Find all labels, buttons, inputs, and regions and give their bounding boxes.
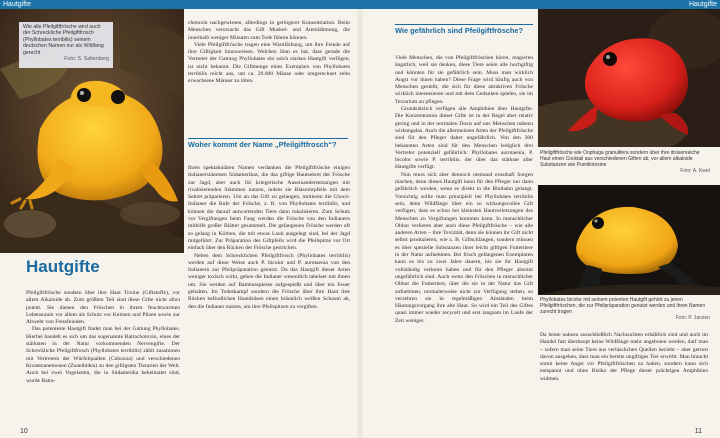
heading-rule [395, 24, 533, 25]
heading-how-dangerous: Wie gefährlich sind Pfeilgiftfrösche? [395, 26, 524, 35]
caption-golden-frog-credit: Foto: S. Saltenberg [64, 56, 109, 63]
paragraph: Nun muss sich aber dennoch niemand ernsthaft Sorgen machen, denn dieses Hautgift kann für den Pfleger nur dann gefährlich werden, wenn es direkt in die Blutbahn gelangt. Vorsichtig sollte man prinzipiell bei Phyllobates terribilis sein, denn Wildfänge über ein so wirkungsvolles Gift verfügen, dass es schon bei kleinsten Hautverletzungen des Menschen zu Vergiftungen kommen kann. In menschlicher Obhut verlieren aber auch diese Pfeilgiftfrösche – wie alle anderen Arten – ihre Toxizität, denn sie können ihr Gift nicht selbst produzieren, wie z. B. Giftschlangen, sondern müssen es über spezielle Substanzen ihrer leicht giftigen Futtertiere in der Natur aufnehmen. Bei frisch gefangenen Exemplaren kann es bis zu zwei Jahre dauern, bis sie ihr Hautgift vollständig verloren haben und für den Pfleger absolut ungefährlich sind. Auch wenn den Fröschen in menschlicher Obhut die Futtertiere, über die sie in der Natur das Gift aufnehmen, normalerweise nicht zur Verfügung stehen, so verzehren sie in regelmäßigen Abständen beim Häutungsvorgang ihre alte Haut. So wird ein Teil des Giftes quasi immer wieder recycelt und erst langsam im Laufe der Zeit weniger. [395, 171, 533, 324]
photo-bicolor-frog [538, 185, 720, 295]
caption-golden-frog-text: Wie alle Pfeilgiftfrösche wird auch der Schreckliche Pfeilgiftfrosch (Phyllobates terribilis) seinem deutschen Namen nur als Wildfang gerecht [23, 24, 104, 56]
paragraph: Pfeilgiftfrösche sondern über ihre Haut Toxine (Giftstoffe), vor allem Alkaloide ab. Zum größten Teil sind diese Gifte nicht allzu potent. Sie dienen den Fröschen in ihrem feuchtwarmen Lebensraum vor allem als Schutz vor Keimen und Pilzen sowie zur Abwehr von Fressfeinden. [26, 290, 180, 326]
heading-rule [188, 138, 348, 139]
chapter-title: Hautgifte [26, 257, 100, 276]
text-column-3 [395, 55, 533, 325]
caption-bicolor-frog-credit: Foto: P. Janzen [675, 315, 710, 322]
photo-red-frog [538, 9, 720, 147]
photo-golden-frog [0, 9, 184, 253]
red-frog-illustration [538, 9, 720, 147]
text-column-1 [26, 290, 180, 385]
header-bar-right [360, 0, 720, 9]
caption-red-frog [540, 150, 710, 174]
text-column-2-top [188, 20, 350, 86]
caption-bicolor-frog [540, 297, 710, 321]
caption-red-frog-credit: Foto: A. Kwet [680, 168, 710, 175]
paragraph: chotoxin nachgewiesen, allerdings in geringerer Konzentration. Beim Menschen verursacht das Gift Muskel- und Atemlähmung, die innerhalb weniger Minuten zum Tode führen können. [188, 20, 350, 41]
paragraph: Viele Pfeilgiftfrösche tragen eine Warnfärbung, um ihre Feinde auf ihre Giftigkeit hinzuweisen. Welchen Sinn es hat, dass gerade die Vertreter der Gattung Phyllobates ein solch starkes Hautgift verfügen, ist nicht bekannt. Die Giftmenge eines Exemplars von Phyllobates terribilis reicht aus, um ca. 20.000 Mäuse oder umgerechnet zehn erwachsene Männer zu töten. [188, 41, 350, 85]
text-column-4 [540, 332, 708, 383]
paragraph: Viele Menschen, die von Pfeilgiftfröschen hören, reagieren ängstlich, weil sie denken, diese Tiere seien alle hochgiftig und könnten für sie gefährlich sein. Muss man wirklich Angst vor ihnen haben? Diese Frage wird häufig auch von Menschen gestellt, die sich für diese attraktiven Frösche wirklich interessieren und mit dem Gedanken spielen, sie im Terrarium zu pflegen. [395, 55, 533, 105]
paragraph: Da heute nahezu ausschließlich Nachzuchten erhältlich sind und auch im Handel fast überhaupt keine Wildfänge mehr angeboten werden, darf man – sofern man seine Tiere aus verlässlichen Quellen bezieht – aber getrost davon ausgehen, dass man ein bereits ungiftiges Tier erwirbt. Man braucht somit keine Angst vor Pfeilgiftfröschen zu haben, sondern kann sich entspannt und ohne Risiko der Pflege dieser prächtigen Amphibien widmen. [540, 332, 708, 382]
bicolor-frog-illustration [538, 185, 720, 295]
text-column-2-bottom [188, 165, 350, 311]
caption-golden-frog [19, 22, 113, 68]
running-head-left: Hautgifte [3, 1, 32, 8]
page-number-right: 11 [694, 428, 702, 435]
header-bar-left [0, 0, 360, 9]
running-head-right: Hautgifte [688, 1, 717, 8]
caption-red-frog-text: Pfeilgiftfrösche wie Oophaga granulifera sondern über ihre drüsenreiche Haut einen Cocktail aus verschiedenen Giften ab, vor allem alkaloide Substanzen wie Pumiliotoxine [540, 150, 700, 169]
caption-bicolor-frog-text: Phyllobates bicolor mit seinem potenten Hautgift gehört zu jenen Pfeilgiftfröschen, die zur Pfeilpräparation genutzt werden und ihren Namen zurecht tragen [540, 297, 706, 316]
paragraph: Neben dem Schrecklichen Pfeilgiftfrosch (Phyllobates terribilis) werden auf diese Weise auch P. bicolor und P. aurotaenia von den Indianern zur Pfeilpräparation genutzt. Da das Hautgift dieser Arten weniger toxisch wirkt, geben die Indianer wesentlich tabelaer mit ihnen um. Sie werden auf Bambusspiesse aufgespießt und über ein Feuer gehalten. Im Todeskampf sondern die Frösche über ihre Haut ihre Rücken befindlichen Hautdrüsen einen bräunlich weißen Schaum ab, den die Indianer nutzen, um ihre Pfeilspitzen zu vergiften. [188, 252, 350, 310]
page-gutter [358, 0, 362, 438]
paragraph: Grundsätzlich verfügen alle Amphibien über Hautgifte. Die Konzentration dieser Gifte ist in der Regel aber relativ gering und in der normalen Dosis auf uns Menschen nahezu wirkungslos. Auch die allermeisten Arten der Pfeilgiftfrösche sind für den Pfleger daher ungefährlich. Von den 300 bekannten Arten sind für den Menschen lediglich drei Vertreter potenziell gefährlich: Phyllobates aurotaenia, P. bicolor sowie P. terribilis, der über das stärkste aller Hautgifte verfügt. [395, 106, 533, 171]
heading-name-origin: Woher kommt der Name „Pfeilgiftfrosch“? [188, 140, 337, 149]
page-number-left: 10 [20, 428, 28, 435]
paragraph: Das potenteste Hautgift findet man bei der Gattung Phyllobates. Hierbei handelt es sich um das sogenannte Batrachotoxin, eines der stärksten in der Natur vorkommenden Nervengifte. Der Schreckliche Pfeilgiftfrosch (Phyllobates terribilis) zählt zusammen mit Vertretern der Würfelquallen (Cubozoa) und verschiedenen Krustenanemonen (Zoanthidea) zu den giftigsten Tierarten der Welt. Auch bei zwei Vogelarten, die in Südamerika beheimatet sind, wurde Batra- [26, 326, 180, 384]
paragraph: Ihren spektakulären Namen verdanken die Pfeilgiftfrösche einigen Indianerstämmen Südamerikas, die das giftige Hautsekret der Frösche zur Jagd, aber auch für kriegerische Auseinandersetzungen mit rivalisierenden Stämmen nutzen, indem sie Blasrohrpfeile mit dem Sekret präparieren. Um an das Gift zu gelangen, imitieren die Chocó-Indianer die Rufe der Frösche, z. B. von Phyllobates terribilis, und können die darauf antwortenden Tiere dann lokalisieren. Zum Schutz vor Vergiftungen beim Fang werden die Frösche von den Indianern mithilfe großer Blätter gesammelt. Die gefangenen Frösche werden oft so gelang in Körben, die mit etwas Laub ausgelegt sind, bei der Jagd mitgeführt. Zur Präparation des Giftpfeils wird die Pfeilspitze vor Ort einfach über den Rücken der Frösche gestrichen. [188, 165, 350, 252]
